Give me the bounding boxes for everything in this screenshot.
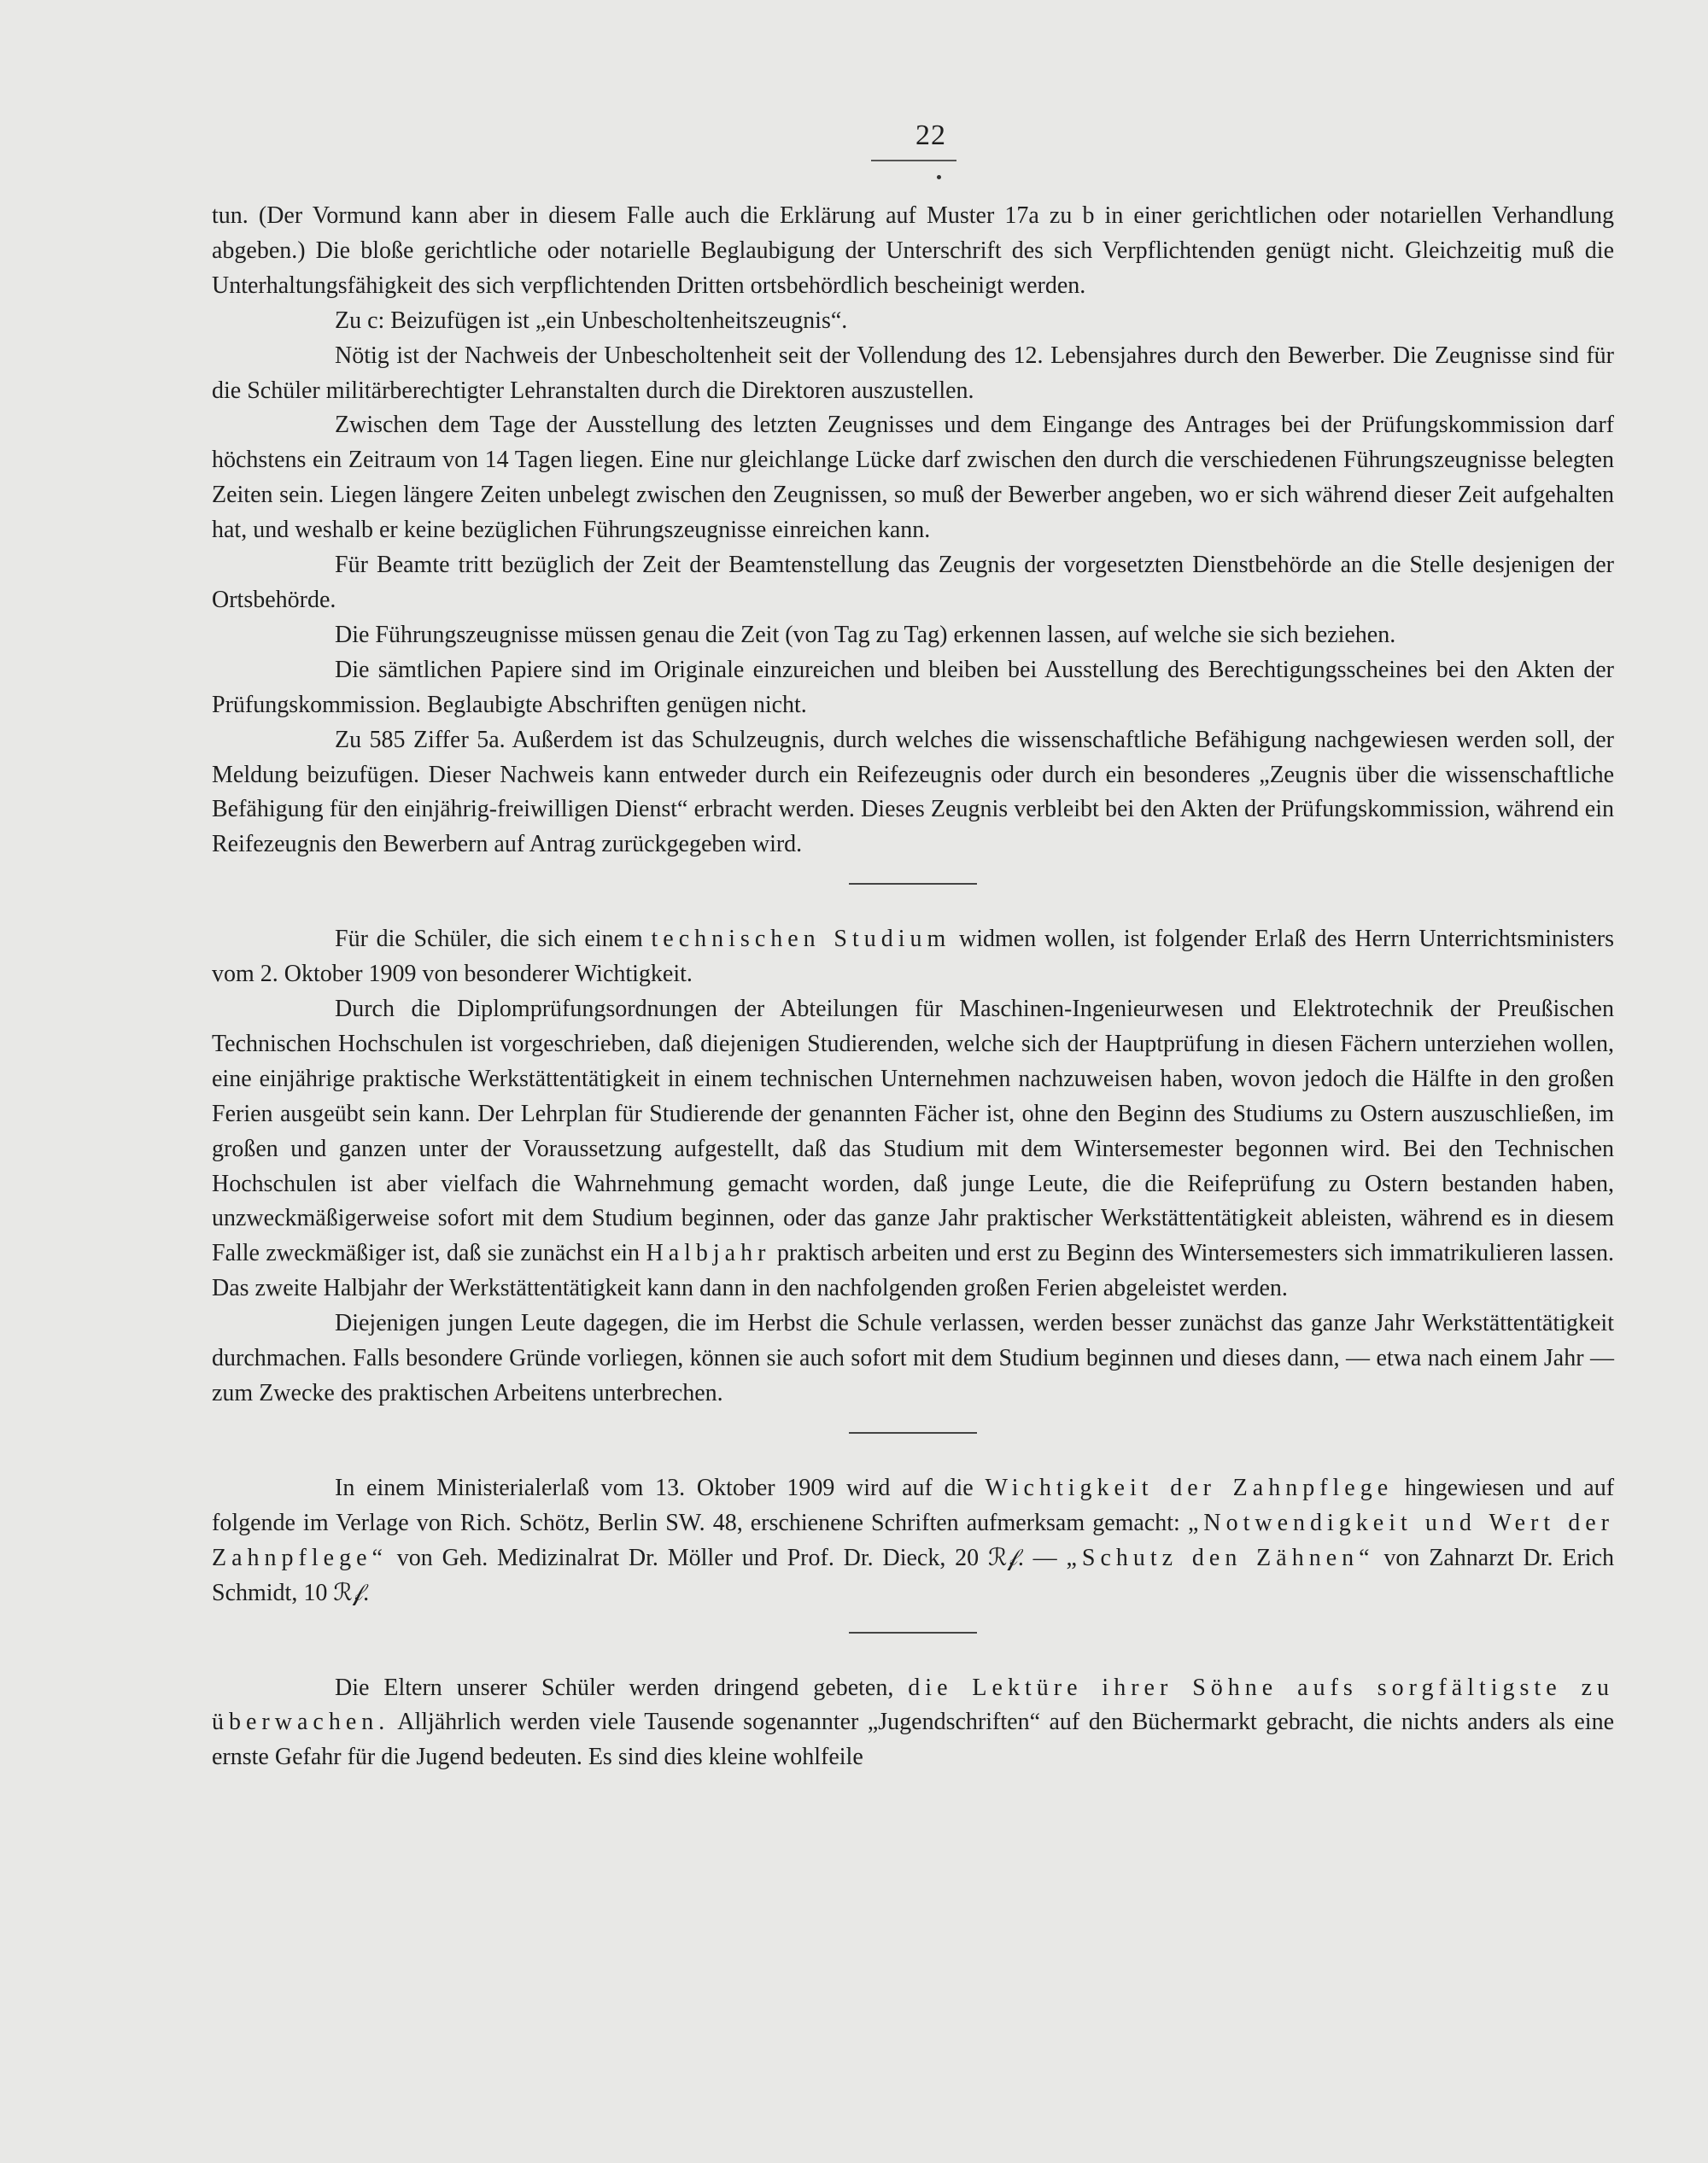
paragraph: [212, 1471, 1614, 1611]
section-divider: [849, 1632, 977, 1634]
text-run: von Zahnarzt Dr. Erich Schmidt, 10 ℛ𝒻.: [212, 1544, 1615, 1606]
page-number: 22: [915, 120, 946, 151]
section-divider: [849, 1432, 977, 1434]
spaced-emphasis: technischen Studium: [651, 926, 951, 953]
paragraph: tun. (Der Vormund kann aber in diesem Falle auch die Erklärung auf Muster 17a zu b in einer gerichtlichen oder notariellen Verhandlung abgeben.) Die bloße gerichtliche oder notarielle Beglaubigung der Unterschrift des sich Verpflichtenden genügt nicht. Gleichzeitig muß die Unterhaltungsfähigkeit des sich verpflichtenden Dritten ortsbehördlich bescheinigt werden.: [212, 202, 1614, 299]
text-run: von Geh. Medizinalrat Dr. Möller und Prof. Dr. Dieck, 20 ℛ𝒻. —: [396, 1544, 1057, 1571]
spaced-emphasis: Halbjahr: [646, 1240, 771, 1267]
page-content: [212, 199, 1614, 1775]
text-run: In einem Ministerialerlaß vom 13. Oktober 1909 wird auf die: [335, 1474, 974, 1501]
text-run: widmen wollen, ist folgender Erlaß des Herrn Unterrichtsministers vom 2. Oktober 1909 von besonderer Wichtigkeit.: [212, 926, 1615, 988]
text-run: Die Eltern unserer Schüler werden dringend gebeten,: [335, 1674, 894, 1701]
text-run: Für die Schüler, die sich einem: [335, 926, 643, 953]
print-speck: [937, 175, 941, 179]
paragraph: Zwischen dem Tage der Ausstellung des letzten Zeugnisses und dem Eingange des Antrages bei der Prüfungskommission darf höchstens ein Zeitraum von 14 Tagen liegen. Eine nur gleichlange Lücke darf zwischen den durch die verschiedenen Führungszeugnisse belegten Zeiten sein. Liegen längere Zeiten unbelegt zwischen den Zeugnissen, so muß der Bewerber angeben, wo er sich während dieser Zeit aufgehalten hat, und weshalb er keine bezüglichen Führungszeugnisse einreichen kann.: [212, 412, 1614, 544]
paragraph: Diejenigen jungen Leute dagegen, die im Herbst die Schule verlassen, werden besser zunächst das ganze Jahr Werkstättentätigkeit durchmachen. Falls besondere Gründe vorliegen, können sie auch sofort mit dem Studium beginnen und dieses dann, — etwa nach einem Jahr — zum Zwecke des praktischen Arbeitens unterbrechen.: [212, 1310, 1614, 1406]
spaced-emphasis: „Notwendigkeit und Wert der Zahnpflege“: [212, 1509, 1614, 1571]
paragraph: [212, 992, 1614, 1307]
section-divider: [849, 883, 977, 885]
paragraph: Die sämtlichen Papiere sind im Originale einzureichen und bleiben bei Ausstellung des Berechtigungsscheines bei den Akten der Prüfungskommission. Beglaubigte Abschriften genügen nicht.: [212, 656, 1614, 718]
paragraph: Nötig ist der Nachweis der Unbescholtenheit seit der Vollendung des 12. Lebensjahres durch den Bewerber. Die Zeugnisse sind für die Schüler militärberechtigter Lehranstalten durch die Direktoren auszustellen.: [212, 342, 1614, 404]
text-run: praktisch arbeiten und erst zu Beginn des Wintersemesters sich immatrikulieren lassen. Das zweite Halbjahr der Werkstättentätigkeit kann dann in den nachfolgenden großen Ferien abgeleistet werden.: [212, 1240, 1615, 1302]
paragraph: Zu 585 Ziffer 5a. Außerdem ist das Schulzeugnis, durch welches die wissenschaftliche Befähigung nachgewiesen werden soll, der Meldung beizufügen. Dieser Nachweis kann entweder durch ein Reifezeugnis oder durch ein besonderes „Zeugnis über die wissenschaftliche Befähigung für den einjährig-freiwilligen Dienst“ erbracht werden. Dieses Zeugnis verbleibt bei den Akten der Prüfungskommission, während ein Reifezeugnis den Bewerbern auf Antrag zurückgegeben wird.: [212, 726, 1614, 858]
paragraph: Die Führungszeugnisse müssen genau die Zeit (von Tag zu Tag) erkennen lassen, auf welche sie sich beziehen.: [335, 621, 1396, 648]
paragraph: [212, 1671, 1614, 1776]
text-run: Durch die Diplomprüfungsordnungen der Abteilungen für Maschinen-Ingenieurwesen und Elektrotechnik der Preußischen Technischen Hochschulen ist vorgeschrieben, daß diejenigen Studierenden, welche sich der Hauptprüfung in diesen Fächern unterziehen wollen, eine einjährige praktische Werkstättentätigkeit in einem technischen Unternehmen nachzuweisen haben, wovon jedoch die Hälfte in den großen Ferien ausgeübt sein kann. Der Lehrplan für Studierende der genannten Fächer ist, ohne den Beginn des Studiums zu Ostern auszuschließen, im großen und ganzen unter der Voraussetzung aufgestellt, daß das Studium mit dem Wintersemester begonnen wird. Bei den Technischen Hochschulen ist aber vielfach die Wahrnehmung gemacht worden, daß junge Leute, die die Reifeprüfung zu Ostern bestanden haben, unzweckmäßigerweise sofort mit dem Studium beginnen, oder das ganze Jahr praktischer Werkstättentätigkeit ableisten, während es in diesem Falle zweckmäßiger ist, daß sie zunächst ein: [212, 996, 1614, 1267]
spaced-emphasis: die Lektüre ihrer Söhne aufs sorgfältigste zu überwachen.: [212, 1674, 1614, 1736]
paragraph: [212, 922, 1614, 992]
paragraph: Für Beamte tritt bezüglich der Zeit der Beamtenstellung das Zeugnis der vorgesetzten Dienstbehörde an die Stelle desjenigen der Ortsbehörde.: [212, 552, 1614, 613]
page-number-rule: [871, 160, 956, 161]
text-run: Alljährlich werden viele Tausende sogenannter „Jugendschriften“ auf den Büchermarkt gebracht, die nichts anders als eine ernste Gefahr für die Jugend bedeuten. Es sind dies kleine wohlfeile: [212, 1709, 1614, 1771]
text-run: hingewiesen und auf folgende im Verlage von Rich. Schötz, Berlin SW. 48, erschienene Schriften aufmerksam gemacht:: [212, 1474, 1615, 1536]
spaced-emphasis: „Schutz den Zähnen“: [1066, 1544, 1375, 1571]
spaced-emphasis: Wichtigkeit der Zahnpflege: [985, 1474, 1394, 1501]
paragraph: Zu c: Beizufügen ist „ein Unbescholtenheitszeugnis“.: [335, 307, 848, 334]
